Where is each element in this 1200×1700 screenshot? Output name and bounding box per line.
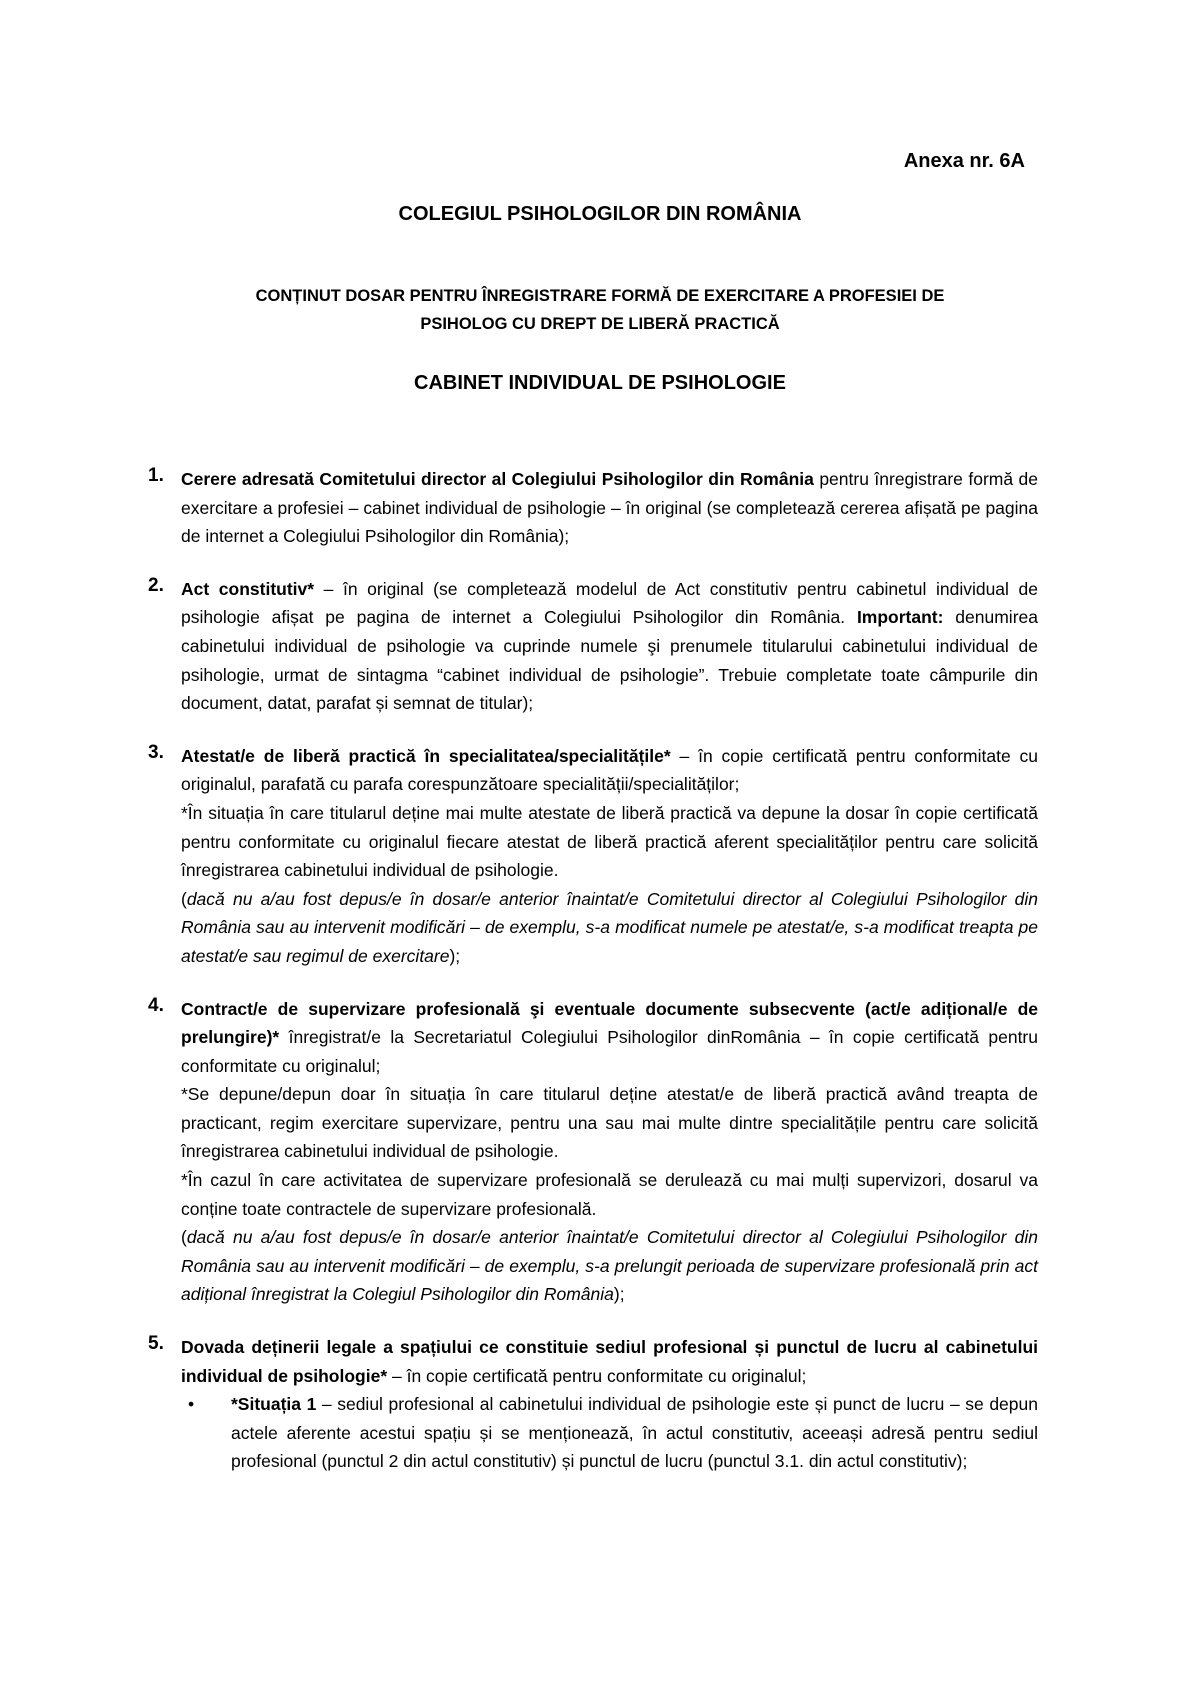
document-subtitle: CABINET INDIVIDUAL DE PSIHOLOGIE: [414, 372, 786, 394]
document-title: [0, 282, 1200, 338]
italic-text: dacă nu a/au fost depus/e în dosar/e anterior înaintat/e Comitetului director al Colegiului Psihologilor din România sau au intervenit modificări – de exemplu, s-a prelungit perioada de supervizare profesională prin act adițional înregistrat la Colegiul Psihologilor din România: [181, 1227, 1038, 1305]
item-number: 5.: [148, 1333, 164, 1355]
list-item-5: [148, 1333, 1038, 1476]
important-label: Important:: [856, 607, 944, 628]
item-lead: Dovada deținerii legale a spațiului ce constituie sediul profesional și punctul de lucru al cabinetului individual de psihologie*: [181, 1337, 1038, 1386]
item-note: *În situația în care titularul deține mai multe atestate de liberă practică va depune la dosar în copie certificată pentru conformitate cu originalul fiecare atestat de liberă practică aferent specialităților pentru care solicită înregistrarea cabinetului individual de psihologie.: [181, 802, 1038, 881]
bullet-text: – sediul profesional al cabinetului individual de psihologie este și punct de lucru – se depun actele aferente acestui spațiu și se menționează, în actul constitutiv, aceeași adresă pentru sediul profesional (punctul 2 din actul constitutiv) și punctul de lucru (punctul 3.1. din actul constitutiv);: [231, 1394, 1038, 1472]
bullet-list: [181, 1390, 1038, 1476]
list-item-3: [148, 742, 1038, 971]
item-lead: Act constitutiv*: [181, 578, 315, 599]
item-lead: Atestat/e de liberă practică în specialitatea/specialitățile*: [181, 745, 671, 766]
item-note-2: *În cazul în care activitatea de supervizare profesională se derulează cu mai mulți supervizori, dosarul va conține toate contractele de supervizare profesională.: [181, 1170, 1038, 1219]
item-number: 2.: [148, 574, 164, 596]
item-text: – în copie certificată pentru conformitate cu originalul, parafată cu parafa corespunzătoare specialității/specialităților;: [181, 745, 1039, 795]
item-text: înregistrat/e la Secretariatul Colegiului Psihologilor dinRomânia – în copie certificată pentru conformitate cu originalul;: [181, 1027, 1038, 1076]
document-title-line-2: PSIHOLOG CU DREPT DE LIBERĂ PRACTICĂ: [420, 315, 780, 333]
requirements-list: [148, 465, 1038, 1500]
item-paragraph: [181, 742, 1038, 799]
list-item-1: [148, 465, 1038, 551]
item-number: 1.: [148, 465, 164, 486]
bullet-paragraph: [231, 1390, 1038, 1476]
item-number: 3.: [148, 741, 164, 763]
college-name: COLEGIUL PSIHOLOGILOR DIN ROMÂNIA: [398, 203, 802, 225]
item-text: – în copie certificată pentru conformitate cu originalul;: [387, 1365, 807, 1386]
paren-open: (: [181, 1227, 187, 1248]
document-title-line-1: CONȚINUT DOSAR PENTRU ÎNREGISTRARE FORMĂ DE EXERCITARE A PROFESIEI DE: [255, 287, 945, 305]
bullet-symbol: •: [188, 1394, 195, 1415]
item-text: – în original (se completează modelul de Act constitutiv pentru cabinetul individual de psihologie afișat pe pagina de internet a Colegiului Psihologilor din România.: [181, 578, 1038, 628]
annex-number: Anexa nr. 6A: [903, 150, 1025, 172]
list-item-2: [148, 575, 1038, 718]
paren-open: (: [181, 888, 187, 909]
item-paragraph: [181, 995, 1038, 1081]
item-lead: Cerere adresată Comitetului director al Colegiului Psihologilor din România: [181, 469, 814, 489]
item-text: pentru înregistrare formă de exercitare a profesiei – cabinet individual de psihologie – în original (se completează cererea afișată pe pagina de internet a Colegiului Psihologilor din România);: [181, 469, 1038, 547]
item-italic-note: [181, 1223, 1038, 1309]
paren-close: );: [449, 945, 461, 966]
bullet-label: *Situația 1: [231, 1394, 317, 1415]
item-note-1: *Se depune/depun doar în situația în care titularul deține atestat/e de liberă practică având treapta de practicant, regim exercitare supervizare, pentru una sau mai multe dintre specialitățile pentru care solicită înregistrarea cabinetului individual de psihologie.: [181, 1084, 1038, 1162]
list-item-4: [148, 995, 1038, 1310]
item-paragraph: [181, 1333, 1038, 1390]
important-text: denumirea cabinetului individual de psihologie va cuprinde numele şi prenumele titularului cabinetului individual de psihologie, urmat de sintagma “cabinet individual de psihologie”. Trebuie completate toate câmpurile din document, datat, parafat și semnat de titular);: [181, 607, 1038, 714]
bullet-item: [181, 1390, 1038, 1476]
item-paragraph: [181, 575, 1038, 718]
paren-close: );: [613, 1284, 625, 1305]
item-paragraph: [181, 465, 1038, 551]
italic-text: dacă nu a/au fost depus/e în dosar/e anterior înaintat/e Comitetului director al Colegiului Psihologilor din România sau au intervenit modificări – de exemplu, s-a modificat numele pe atestat/e, s-a modificat treapta pe atestat/e sau regimul de exercitare: [181, 888, 1038, 966]
item-lead: Contract/e de supervizare profesională şi eventuale documente subsecvente (act/e adițional/e de prelungire)*: [181, 998, 1038, 1048]
item-italic-note: [181, 885, 1038, 971]
item-number: 4.: [148, 994, 164, 1016]
